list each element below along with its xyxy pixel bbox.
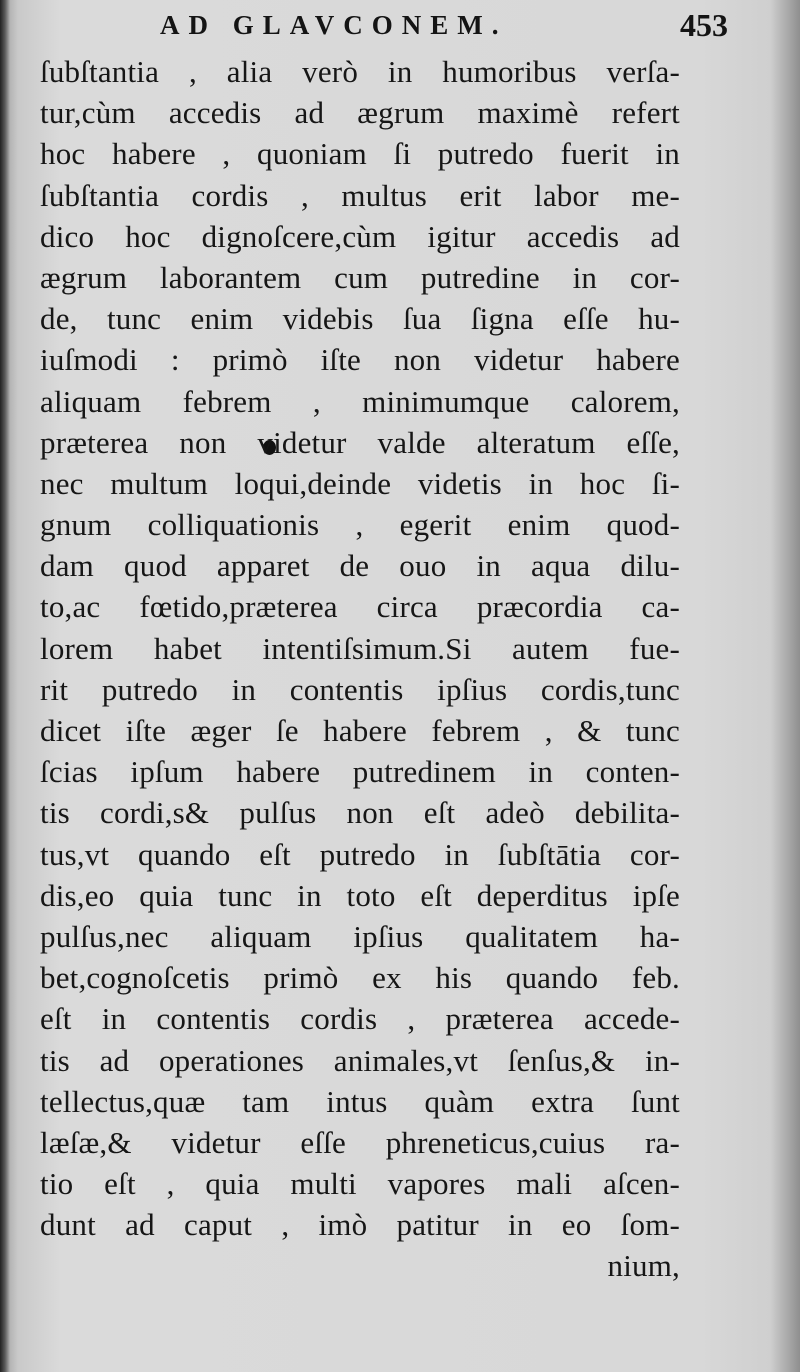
page-gutter-shadow	[0, 0, 10, 1372]
text-line: ſubſtantia , alia verò in humoribus verſa-	[40, 54, 680, 89]
text-line: dam quod apparet de ouo in aqua dilu-	[40, 548, 680, 584]
text-line: rit putredo in contentis ipſius cordis,tunc	[40, 671, 680, 707]
text-line: pulſus,nec aliquam ipſius qualitatem ha-	[40, 918, 680, 954]
text-line: tellectus,quæ tam intus quàm extra ſunt	[40, 1083, 680, 1119]
text-line: læſæ,& videtur eſſe phreneticus,cuius ra-	[40, 1124, 680, 1160]
text-line: tis ad operationes animales,vt ſenſus,& in-	[40, 1042, 680, 1078]
text-line: tio eſt , quia multi vapores mali aſcen-	[40, 1166, 680, 1202]
text-line: dicet iſte æger ſe habere febrem , & tunc	[40, 713, 680, 748]
text-line: tis cordi,s& pulſus non eſt adeò debilita-	[40, 795, 680, 831]
running-title: AD GLAVCONEM.	[160, 10, 508, 40]
page-number: 453	[680, 7, 728, 43]
text-line: iuſmodi : primò iſte non videtur habere	[40, 342, 680, 378]
text-line: eſt in contentis cordis , prætereа accede-	[40, 1001, 680, 1037]
text-line: dico hoc dignoſcere,cùm igitur accedis ad	[40, 218, 680, 254]
text-line: de, tunc enim videbis ſua ſigna eſſe hu-	[40, 301, 680, 337]
text-line: hoc habere , quoniam ſi putredo fuerit in	[40, 136, 680, 172]
text-line: dis,eo quia tunc in toto eſt deperditus ipſe	[40, 877, 680, 913]
text-line: lorem habet intentiſsimum.Si autem fue-	[40, 630, 680, 666]
text-line: ſubſtantia cordis , multus erit labor me-	[40, 177, 680, 213]
page-header	[40, 7, 740, 50]
text-line: to,ac fœtido,prætereа circa præcordia ca-	[40, 589, 680, 625]
text-line: bet,cognoſcetis primò ex his quando feb.	[40, 960, 680, 996]
text-line: ægrum laborantem cum putredine in cor-	[40, 259, 680, 295]
text-line: prætereа non videtur valde alteratum eſſe,	[40, 424, 680, 460]
body-text	[40, 51, 680, 1287]
text-line: aliquam febrem , minimumque calorem,	[40, 383, 680, 419]
text-line: tur,cùm accedis ad ægrum maximè refert	[40, 95, 680, 131]
text-line: ſcias ipſum habere putredinem in conten-	[40, 754, 680, 790]
text-line: tus,vt quando eſt putredo in ſubſtātia cor-	[40, 836, 680, 872]
text-line: gnum colliquationis , egerit enim quod-	[40, 507, 680, 543]
text-line: nium,	[607, 1248, 680, 1284]
text-line: nec multum loqui,deinde videtis in hoc ſi-	[40, 465, 680, 501]
text-line: dunt ad caput , imò patitur in eo ſom-	[40, 1207, 680, 1243]
